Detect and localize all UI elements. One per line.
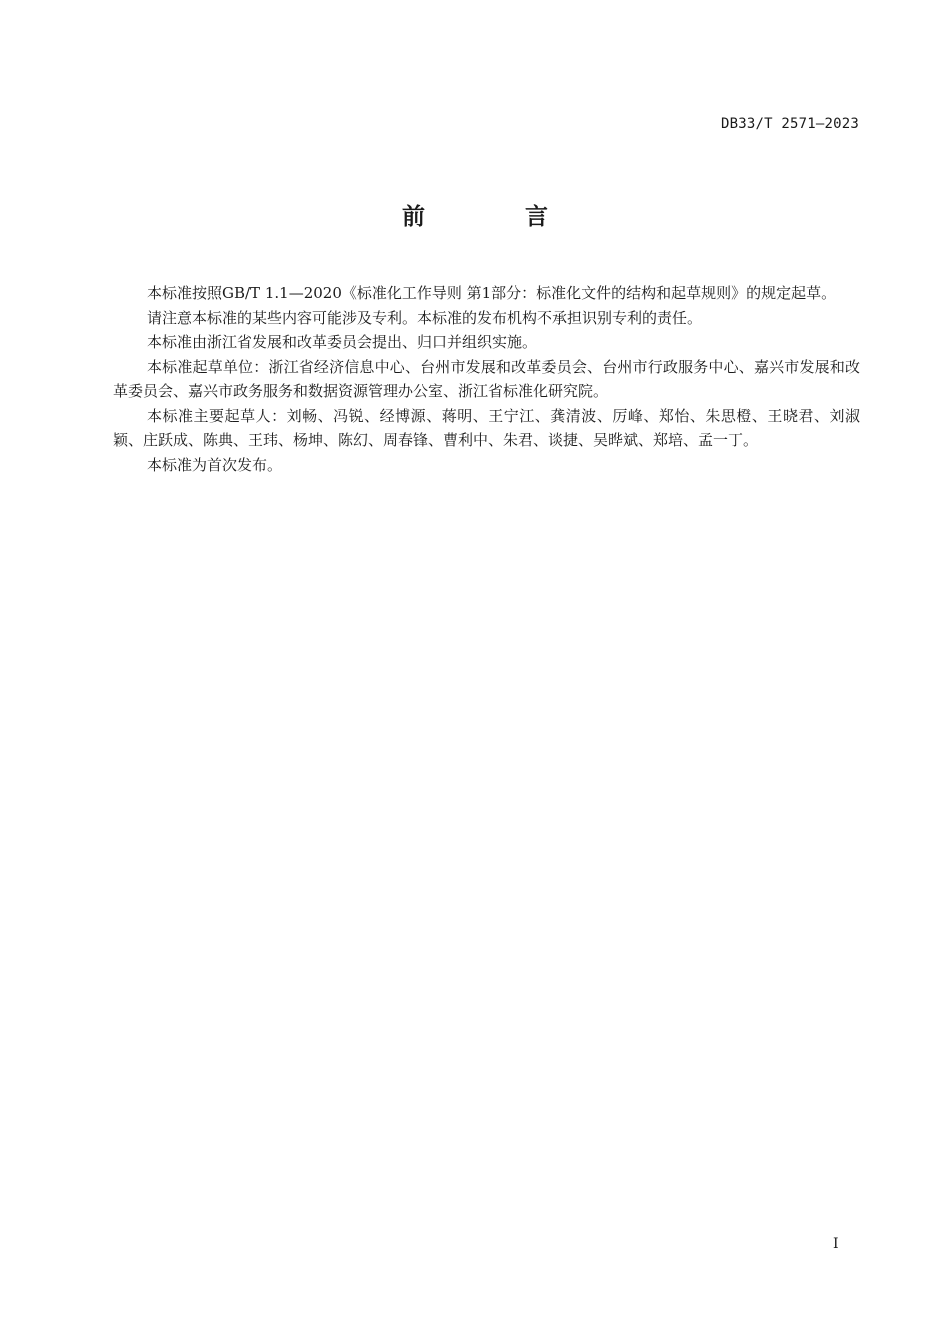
page-title: 前 言 (401, 204, 594, 230)
paragraph-drafters: 本标准主要起草人：刘畅、冯锐、经博源、蒋明、王宁江、龚清波、厉峰、郑怡、朱思橙、王晓君、刘淑颖、庄跃成、陈典、王玮、杨坤、陈幻、周春锋、曹利中、朱君、谈捷、吴晔斌、郑培、孟一丁。 (113, 406, 860, 449)
paragraph-patent-notice: 请注意本标准的某些内容可能涉及专利。本标准的发布机构不承担识别专利的责任。 (147, 308, 703, 327)
paragraph-first-release: 本标准为首次发布。 (147, 455, 283, 474)
paragraph-proposer: 本标准由浙江省发展和改革委员会提出、归口并组织实施。 (147, 333, 538, 351)
standard-code: DB33/T 2571—2023 (720, 116, 859, 132)
page-number: I (833, 1236, 839, 1252)
foreword-body (113, 281, 860, 477)
paragraph-drafting-rules: 本标准按照GB/T 1.1—2020《标准化工作导则 第1部分：标准化文件的结构和起草规则》的规定起草。 (147, 284, 837, 302)
paragraph-drafting-units: 本标准起草单位：浙江省经济信息中心、台州市发展和改革委员会、台州市行政服务中心、嘉兴市发展和改革委员会、嘉兴市政务服务和数据资源管理办公室、浙江省标准化研究院。 (113, 357, 860, 400)
